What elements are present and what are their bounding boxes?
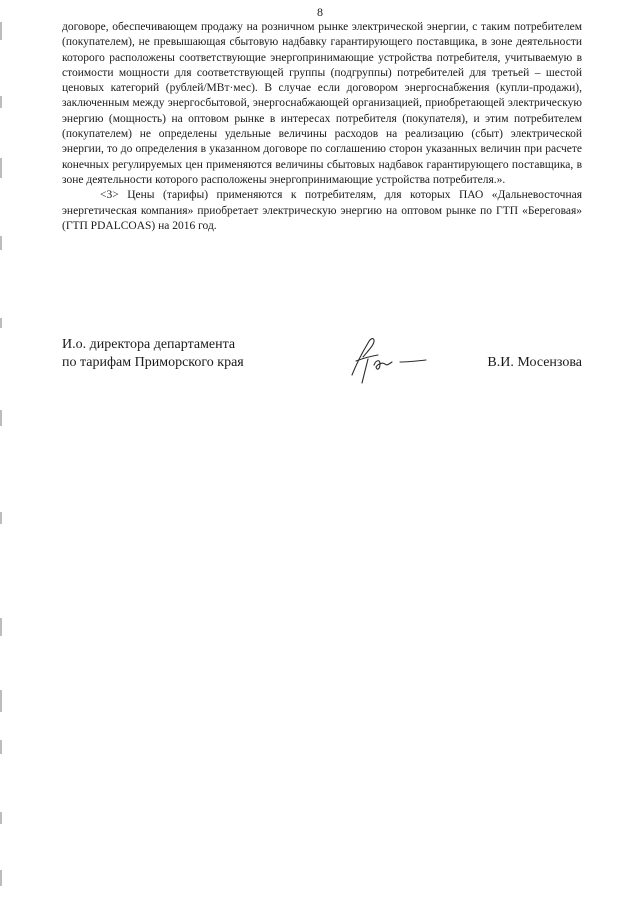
document-body [62, 20, 582, 234]
signer-position-line-2: по тарифам Приморского края [62, 354, 244, 370]
scan-edge-artifact [0, 0, 3, 905]
signer-position [62, 336, 244, 371]
signer-position-line-1: И.о. директора департамента [62, 337, 236, 352]
handwritten-signature [344, 331, 434, 387]
page-number: 8 [317, 5, 323, 19]
signer-name: В.И. Мосензова [487, 355, 582, 370]
body-paragraph-footnote-3: <3> Цены (тарифы) применяются к потребителям, для которых ПАО «Дальневосточная энергетическая компания» приобретает электрическую энергию на оптовом рынке по ГТП «Береговая» (ГТП PDALCOAS) на 2016 год. [62, 189, 582, 232]
body-paragraph-continuation: договоре, обеспечивающем продажу на розничном рынке электрической энергии, с таким потребителем (покупателем), не превышающая сбытовую надбавку гарантирующего поставщика, в зоне деятельности которого расположены соответствующие энергопринимающие устройства потребителя, учитываемую в стоимости мощности для соответствующей группы (подгруппы) потребителей для третьей – шестой ценовых категорий (рублей/МВт·мес). В случае если договором энергоснабжения (купли-продажи), заключенным между энергосбытовой, энергоснабжающей организацией, приобретающей электрическую энергию (мощность) на оптовом рынке в интересах потребителя (покупателя), и этим потребителем (покупателем) не определены удельные величины расходов на реализацию (сбыт) электрической энергии, то до определения в указанном договоре по соглашению сторон указанных величин при расчете конечных регулируемых цен применяются величины сбытовых надбавок гарантирующего поставщика, в зоне деятельности которого расположены энергопринимающие устройства потребителя.». [62, 21, 582, 186]
signature-block [62, 336, 582, 396]
